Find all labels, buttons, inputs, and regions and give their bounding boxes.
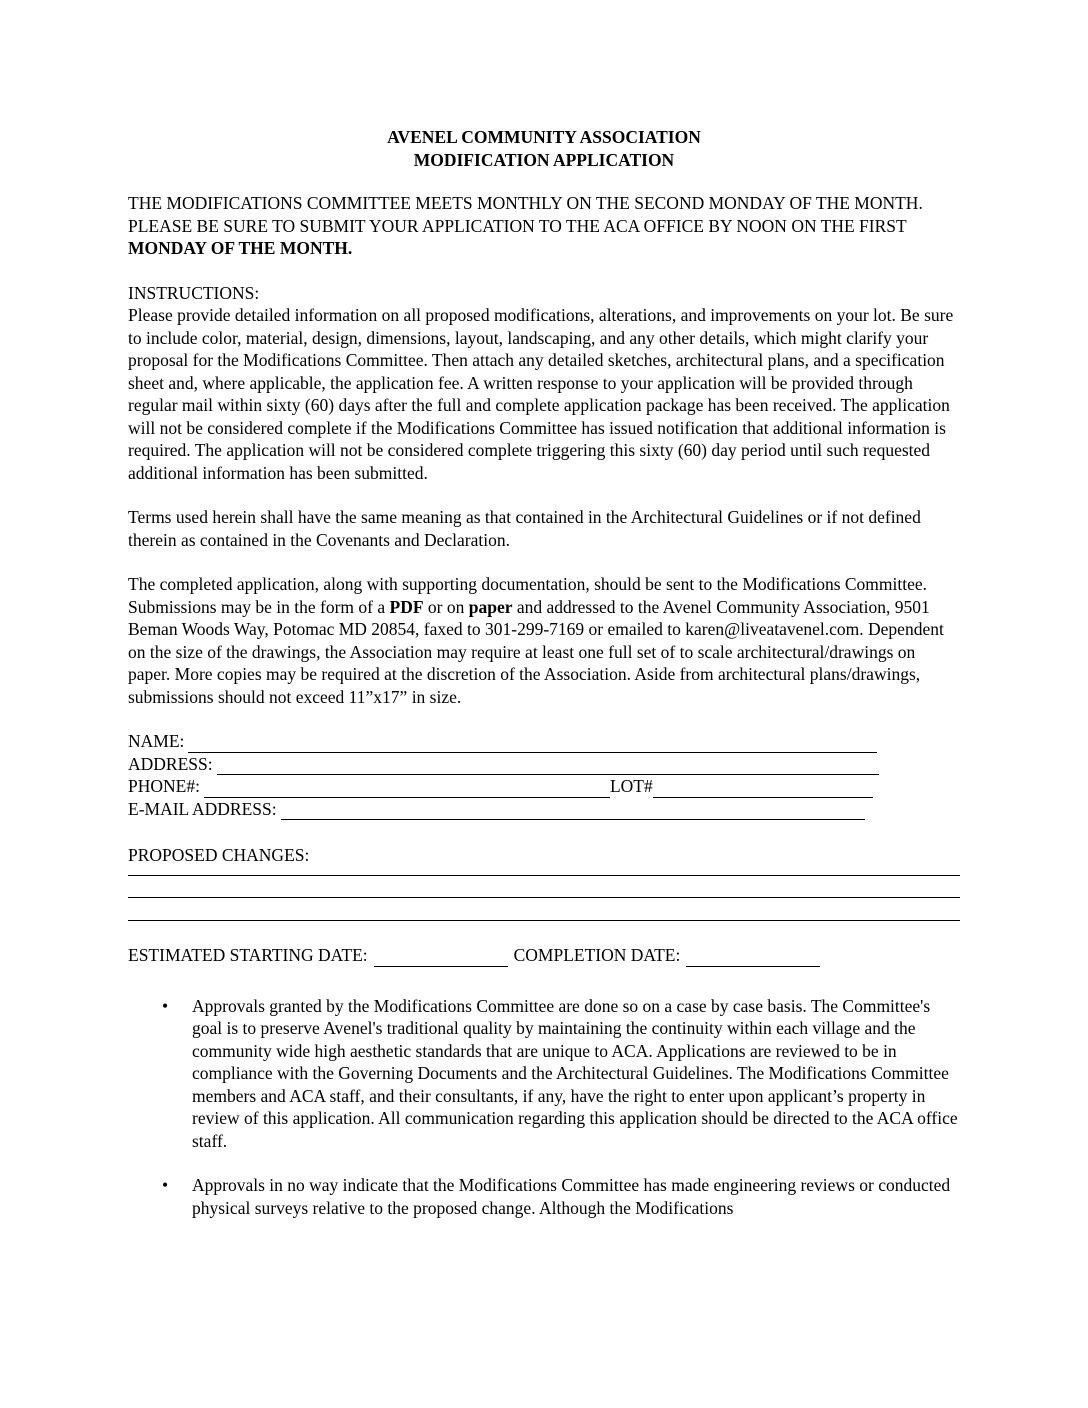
submission-text-3: and addressed to the Avenel Community Association, 9501 Beman Woods Way, Potomac MD 20854, faxed to 301-299-7169 or emailed to karen@liveatavenel.com. Dependent on the size of the drawings, the Association may require at least one full set of to scale architectural/drawings on paper. More copies may be required at the discretion of the Association. Aside from architectural plans/drawings, submissions should not exceed 11”x17” in size. <box>128 596 944 707</box>
lot-label: LOT# <box>609 776 653 796</box>
submission-pdf: PDF <box>389 596 424 617</box>
bullet-icon: • <box>162 1175 169 1195</box>
proposed-line[interactable] <box>128 898 960 921</box>
completion-date-field[interactable] <box>686 949 820 967</box>
name-field[interactable] <box>188 735 877 753</box>
email-field[interactable] <box>281 802 865 820</box>
proposed-line[interactable] <box>128 867 960 876</box>
phone-label: PHONE#: <box>128 776 200 796</box>
proposed-changes-lines[interactable] <box>128 867 960 921</box>
start-date-label: ESTIMATED STARTING DATE: <box>128 945 368 965</box>
organization-title: AVENEL COMMUNITY ASSOCIATION <box>387 127 701 147</box>
address-row <box>128 753 960 776</box>
submission-paper: paper <box>468 596 513 617</box>
name-row <box>128 730 960 753</box>
applicant-fields <box>128 730 960 820</box>
start-date-field[interactable] <box>374 949 508 967</box>
address-field[interactable] <box>217 757 879 775</box>
instructions-section <box>128 282 960 485</box>
meeting-notice-bold: MONDAY OF THE MONTH. <box>128 238 353 258</box>
proposed-line[interactable] <box>128 876 960 899</box>
note-item <box>128 1174 960 1219</box>
completion-date-label: COMPLETION DATE: <box>513 945 681 965</box>
notes-list <box>128 995 960 1220</box>
instructions-heading: INSTRUCTIONS: <box>128 282 260 303</box>
lot-field[interactable] <box>653 780 873 798</box>
email-label: E-MAIL ADDRESS: <box>128 798 277 819</box>
dates-row <box>128 943 960 967</box>
note-text: Approvals in no way indicate that the Modifications Committee has made engineering reviews or conducted physical surveys relative to the proposed change. Although the Modifications <box>192 1175 951 1218</box>
submission-text-1: The completed application, along with supporting documentation, should be sent to the Modifications Committee. Submissions may be in the form of a <box>128 574 928 617</box>
meeting-notice-text: THE MODIFICATIONS COMMITTEE MEETS MONTHLY ON THE SECOND MONDAY OF THE MONTH. PLEASE BE SURE TO SUBMIT YOUR APPLICATION TO THE ACA OFFICE BY NOON ON THE FIRST <box>128 193 923 236</box>
meeting-notice <box>128 192 960 260</box>
email-row <box>128 798 960 821</box>
terms-paragraph: Terms used herein shall have the same meaning as that contained in the Architectural Guidelines or if not defined therein as contained in the Covenants and Declaration. <box>128 507 921 550</box>
submission-text-2: or on <box>423 596 469 617</box>
phone-field[interactable] <box>204 780 610 798</box>
submission-paragraph <box>128 573 960 708</box>
proposed-changes-label: PROPOSED CHANGES: <box>128 845 310 865</box>
note-item <box>128 995 960 1153</box>
application-form-page <box>128 126 960 1241</box>
phone-row <box>128 775 960 798</box>
address-label: ADDRESS: <box>128 753 213 774</box>
instructions-body: Please provide detailed information on all proposed modifications, alterations, and improvements on your lot. Be sure to include color, material, design, dimensions, layout, landscaping, and any other details, which might clarify your proposal for the Modifications Committee. Then attach any detailed sketches, architectural plans, and a specification sheet and, where applicable, the application fee. A written response to your application will be provided through regular mail within sixty (60) days after the full and complete application package has been received. The application will not be considered complete if the Modifications Committee has issued notification that additional information is required. The application will not be considered complete triggering this sixty (60) day period until such requested additional information has been submitted. <box>128 305 954 483</box>
name-label: NAME: <box>128 731 185 751</box>
bullet-icon: • <box>162 995 169 1016</box>
note-text: Approvals granted by the Modifications Committee are done so on a case by case basis. The Committee's goal is to preserve Avenel's traditional quality by maintaining the continuity within each village and the community wide high aesthetic standards that are unique to ACA. Applications are reviewed to be in compliance with the Governing Documents and the Architectural Guidelines. The Modifications Committee members and ACA staff, and their consultants, if any, have the right to enter upon applicant’s property in review of this application. All communication regarding this application should be directed to the ACA office staff. <box>192 995 958 1151</box>
form-title: MODIFICATION APPLICATION <box>413 150 675 170</box>
